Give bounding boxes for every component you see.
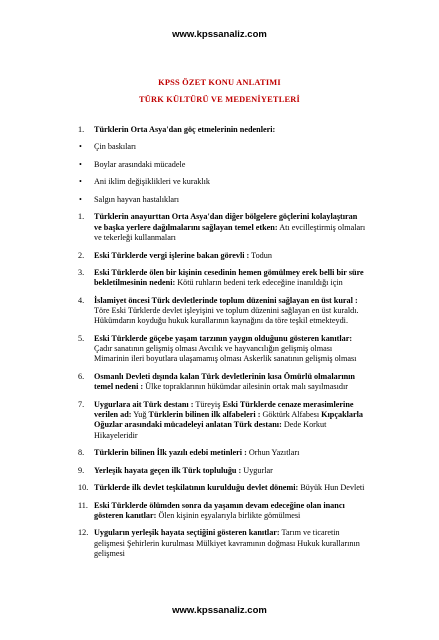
bullet-marker: • xyxy=(79,159,82,169)
list-item xyxy=(78,334,366,365)
document-subtitle: TÜRK KÜLTÜRÜ VE MEDENİYETLERİ xyxy=(138,95,300,104)
item-text: Ölen kişinin eşyalarıyla birlikte gömülmesi xyxy=(156,510,301,520)
bullet-marker: • xyxy=(79,194,82,204)
item-number: 8. xyxy=(78,448,85,458)
list-item xyxy=(78,212,366,243)
list-item xyxy=(78,177,366,187)
item-heading: Uyguların yerleşik hayata seçtiğini gösteren kanıtlar: xyxy=(94,528,280,538)
list-item xyxy=(78,195,366,205)
item-text: Atı evcilleştirmiş olmaları ve tekerleği kullanmaları xyxy=(94,222,366,243)
item-heading: İslamiyet öncesi Türk devletlerinde toplum düzenini sağlayan en üst kural : xyxy=(94,295,358,305)
item-number: 7. xyxy=(78,399,85,409)
document-body xyxy=(78,125,366,566)
item-text: Uygurlar xyxy=(241,465,273,475)
item-number: 11. xyxy=(78,500,88,510)
item-number: 2. xyxy=(78,250,85,260)
item-heading: Türklerde ilk devlet teşkilatının kurulduğu devlet dönemi: xyxy=(94,483,299,493)
list-item xyxy=(78,251,366,261)
item-heading: Eski Türklerde ölümden sonra da yaşamın devam edeceğine olan inancı gösteren kanıtlar: xyxy=(94,500,345,520)
list-item xyxy=(78,160,366,170)
item-heading: Türklerin Orta Asya'dan göç etmelerinin nedenleri: xyxy=(94,125,276,134)
item-text: Salgın hayvan hastalıkları xyxy=(94,194,180,204)
item-text: Kötü ruhların bedeni terk edeceğine inanıldığı için xyxy=(175,278,343,288)
item-heading: Eski Türklerde ölen bir kişinin cesedinin hemen gömülmey erek belli bir süre bekletilmesinin nedeni: xyxy=(94,267,364,288)
list-item xyxy=(78,268,366,289)
item-number: 10. xyxy=(78,483,89,493)
item-text: Göktürk Alfabesı xyxy=(260,410,322,419)
item-text: Orhun Yazıtları xyxy=(246,448,300,458)
item-number: 5. xyxy=(78,333,85,343)
list-item xyxy=(78,372,366,393)
item-heading: Eski Türklerde cenaze merasimlerine verilen ad: xyxy=(94,399,354,419)
item-text: Çin baskıları xyxy=(94,142,137,152)
item-number: 4. xyxy=(78,295,85,305)
item-text: Yuğ xyxy=(131,410,149,419)
list-item xyxy=(78,142,366,152)
item-number: 6. xyxy=(78,371,85,381)
bullet-marker: • xyxy=(79,142,82,152)
list-item xyxy=(78,466,366,476)
list-item xyxy=(78,483,366,493)
list-item xyxy=(78,400,366,441)
list-item xyxy=(78,296,366,327)
item-heading: Yerleşik hayata geçen ilk Türk topluluğu : xyxy=(94,465,242,475)
item-text: Töre Eski Türklerde devlet işleyişini ve toplum düzenini sağlayan en üst kuraldı. Hükümdarın koyduğu hukuk kurallarının kaynağını da töre teşkil etmekteydi. xyxy=(94,306,359,326)
item-heading: Türklerin bilinen İlk yazılı edebi metinleri : xyxy=(94,448,247,458)
item-number: 9. xyxy=(78,465,85,475)
list-item xyxy=(78,125,366,135)
item-text: Tarım ve ticaretin gelişmesi Şehirlerin kurulması Mülkiyet kavramının doğması Hukuk kurallarının gelişmesi xyxy=(94,528,360,558)
item-text: Büyük Hun Devleti xyxy=(298,483,365,493)
list-item xyxy=(78,501,366,522)
item-heading: Türklerin bilinen ilk alfabeleri : xyxy=(148,410,261,419)
list-item xyxy=(78,528,366,559)
item-number: 3. xyxy=(78,267,85,277)
list-item xyxy=(78,448,366,458)
item-heading: Osmanlı Devleti dışında kalan Türk devletlerinin kısa Ömürlü olmalarının temel nedeni : xyxy=(94,371,355,392)
item-heading: Eski Türklerde vergi işlerine bakan görevli : xyxy=(94,250,250,260)
document-title: KPSS ÖZET KONU ANLATIMI xyxy=(158,78,281,87)
item-number: 1. xyxy=(78,125,85,134)
item-number: 1. xyxy=(78,212,85,222)
item-text: Ani iklim değişiklikleri ve kuraklık xyxy=(94,177,210,187)
item-text: Dede Korkut Hikayeleridir xyxy=(94,420,327,440)
item-text: Çadır sanatının gelişmiş olması Avcılık ve hayvancılığın gelişmiş olması Mimarinin ileri boyutlara ulaşamamış olması Askerlik sanatının gelişmiş olması xyxy=(94,344,357,364)
item-heading: Eski Türklerde göçebe yaşam tarzının yaygın olduğunu gösteren kanıtlar: xyxy=(94,333,353,343)
item-text: Todun xyxy=(249,250,272,260)
item-text: Ülke topraklarının hükümdar ailesinin ortak malı sayılmasıdır xyxy=(143,382,348,392)
bullet-marker: • xyxy=(79,177,82,187)
item-heading: Türklerin anayurttan Orta Asya'dan diğer bölgelere göçlerini kolaylaştıran ve başka yerlere dağılmalarını sağlayan temel etken: xyxy=(94,212,358,232)
header-site-url[interactable]: www.kpssanaliz.com xyxy=(172,29,267,40)
item-heading: Uygurlara ait Türk destanı : xyxy=(94,399,194,409)
footer-site-url[interactable]: www.kpssanaliz.com xyxy=(172,605,267,616)
item-number: 12. xyxy=(78,528,89,538)
item-text: Boylar arasındaki mücadele xyxy=(94,159,186,169)
item-heading: Kıpçaklarla Oğuzlar arasındaki mücadeleyi anlatan Türk destanı: xyxy=(94,410,363,430)
item-text: Türeyiş xyxy=(193,399,223,409)
